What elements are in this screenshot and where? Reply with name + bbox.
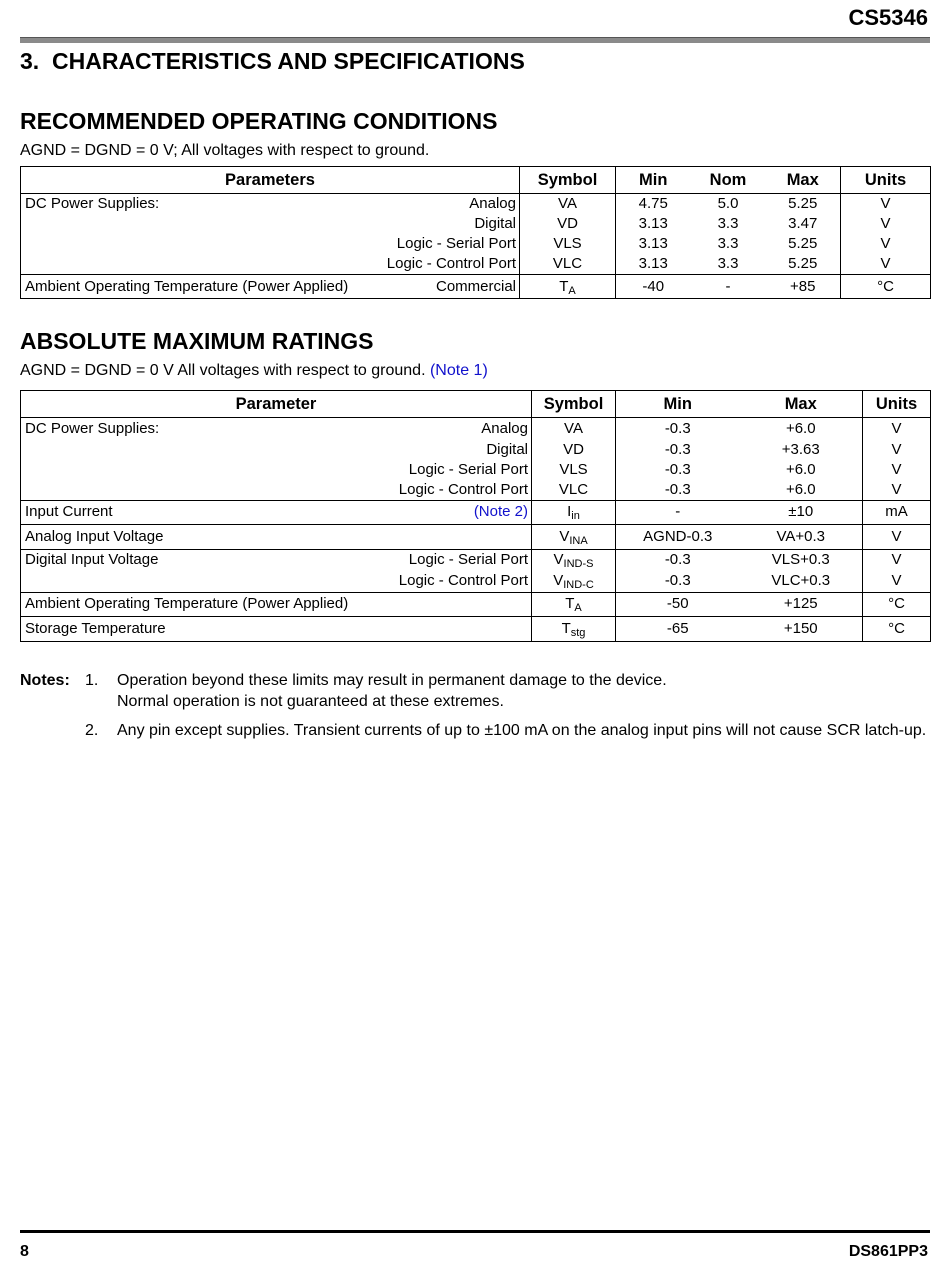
symbol-cell xyxy=(520,214,616,234)
roc-header-max: Max xyxy=(766,167,841,194)
min-cell: - xyxy=(616,500,740,524)
parameter-cell xyxy=(21,214,520,234)
min-cell: -0.3 xyxy=(616,549,740,570)
parameter-name: Ambient Operating Temperature (Power Applied) xyxy=(25,277,349,295)
max-cell: VLS+0.3 xyxy=(740,549,863,570)
symbol-cell xyxy=(532,500,616,524)
note-1-line-1: Operation beyond these limits may result in permanent damage to the device. xyxy=(117,672,667,689)
symbol-main: VLS xyxy=(559,460,588,478)
page-number: 8 xyxy=(20,1243,29,1260)
symbol-cell xyxy=(532,524,616,549)
units-cell: V xyxy=(841,194,931,215)
max-cell: 5.25 xyxy=(766,234,841,254)
parameter-condition: Logic - Serial Port xyxy=(408,460,528,478)
symbol-cell xyxy=(532,592,616,616)
table-row xyxy=(21,592,931,616)
table-row xyxy=(21,524,931,549)
amr-condition xyxy=(20,362,488,380)
symbol-cell xyxy=(532,480,616,501)
table-row xyxy=(21,480,931,501)
nom-cell: - xyxy=(691,275,766,299)
symbol-main: V xyxy=(559,527,570,545)
max-cell: +125 xyxy=(740,592,863,616)
note-reference-link[interactable]: (Note 2) xyxy=(473,503,528,520)
units-cell: V xyxy=(841,254,931,275)
table-row xyxy=(21,275,931,299)
max-cell: VLC+0.3 xyxy=(740,570,863,592)
note-1-number: 1. xyxy=(85,672,99,689)
table-row xyxy=(21,500,931,524)
min-cell: 3.13 xyxy=(616,234,691,254)
symbol-cell xyxy=(532,460,616,480)
min-cell: -0.3 xyxy=(616,460,740,480)
parameter-name: Analog Input Voltage xyxy=(25,527,164,545)
nom-cell: 3.3 xyxy=(717,235,739,252)
roc-header-parameters: Parameters xyxy=(21,167,520,194)
min-cell: -40 xyxy=(616,275,691,299)
amr-table xyxy=(20,390,931,642)
section-title xyxy=(20,48,525,75)
parameter-condition: Logic - Control Port xyxy=(398,571,528,589)
notes-label: Notes: xyxy=(20,672,70,689)
symbol-cell xyxy=(520,275,616,299)
symbol-subscript: A xyxy=(574,602,582,614)
max-cell: +6.0 xyxy=(740,460,863,480)
parameter-cell xyxy=(21,460,532,480)
parameter-cell xyxy=(21,194,520,215)
units-cell: V xyxy=(841,234,931,254)
parameter-name: Input Current xyxy=(25,503,113,520)
parameter-condition: Analog xyxy=(469,195,516,212)
amr-title: ABSOLUTE MAXIMUM RATINGS xyxy=(20,328,374,354)
parameter-condition: Digital xyxy=(486,440,528,458)
parameter-cell xyxy=(21,592,532,616)
parameter-condition: Logic - Control Port xyxy=(398,480,528,498)
max-cell: +85 xyxy=(766,275,841,299)
parameter-cell xyxy=(21,616,532,641)
min-cell: 3.13 xyxy=(616,214,691,234)
parameter-cell xyxy=(21,254,520,275)
table-row xyxy=(21,440,931,460)
parameter-condition: Logic - Serial Port xyxy=(408,550,528,568)
min-cell: AGND-0.3 xyxy=(616,524,740,549)
parameter-condition: Digital xyxy=(474,215,516,232)
units-cell: V xyxy=(863,524,931,549)
table-row xyxy=(21,418,931,440)
parameter-cell xyxy=(21,234,520,254)
roc-header-symbol: Symbol xyxy=(520,167,616,194)
table-row xyxy=(21,214,931,234)
symbol-main: VLC xyxy=(552,255,583,272)
symbol-main: VLS xyxy=(553,235,582,252)
symbol-main: T xyxy=(561,619,571,637)
amr-note-1-link[interactable]: (Note 1) xyxy=(429,362,488,379)
min-cell: -65 xyxy=(616,616,740,641)
roc-header-nom: Nom xyxy=(691,167,766,194)
section-title-text: CHARACTERISTICS AND SPECIFICATIONS xyxy=(52,48,525,74)
table-row xyxy=(21,194,931,215)
symbol-cell xyxy=(532,418,616,440)
parameter-name: DC Power Supplies: xyxy=(25,195,160,212)
units-cell: °C xyxy=(863,616,931,641)
parameter-condition: Commercial xyxy=(435,277,516,295)
part-number: CS5346 xyxy=(848,5,928,30)
symbol-cell xyxy=(532,616,616,641)
units-cell: V xyxy=(863,480,931,501)
max-cell: 5.25 xyxy=(766,194,841,215)
amr-header-symbol: Symbol xyxy=(532,391,616,418)
max-cell: 3.47 xyxy=(766,214,841,234)
symbol-main: T xyxy=(559,277,569,295)
symbol-main: VLC xyxy=(558,480,589,498)
max-cell: +3.63 xyxy=(740,440,863,460)
roc-title: RECOMMENDED OPERATING CONDITIONS xyxy=(20,108,498,134)
parameter-condition: Logic - Control Port xyxy=(386,255,516,272)
document-id: DS861PP3 xyxy=(848,1243,928,1260)
table-row xyxy=(21,234,931,254)
nom-cell: 3.3 xyxy=(717,215,739,232)
amr-header-min: Min xyxy=(616,391,740,418)
symbol-main: T xyxy=(565,595,575,612)
symbol-main: V xyxy=(553,571,564,589)
parameter-name: DC Power Supplies: xyxy=(25,419,160,437)
parameter-cell xyxy=(21,440,532,460)
symbol-cell xyxy=(520,254,616,275)
parameter-cell xyxy=(21,480,532,501)
max-cell: +6.0 xyxy=(740,418,863,440)
units-cell: V xyxy=(863,440,931,460)
units-cell: °C xyxy=(841,275,931,299)
amr-condition-text: AGND = DGND = 0 V All voltages with respect to ground. xyxy=(20,362,426,379)
parameter-condition: Analog xyxy=(481,419,528,437)
symbol-cell xyxy=(532,440,616,460)
max-cell: +6.0 xyxy=(740,480,863,501)
symbol-subscript: IND-C xyxy=(563,578,594,591)
symbol-cell xyxy=(520,194,616,215)
units-cell: V xyxy=(841,214,931,234)
max-cell: 5.25 xyxy=(766,254,841,275)
roc-header-row xyxy=(21,167,931,194)
min-cell: -50 xyxy=(616,592,740,616)
parameter-cell xyxy=(21,524,532,549)
parameter-cell xyxy=(21,500,532,524)
note-2-text: Any pin except supplies. Transient currents of up to ±100 mA on the analog input pins will not cause SCR latch-up. xyxy=(117,722,927,739)
header-rule xyxy=(20,37,930,43)
units-cell: V xyxy=(863,570,931,592)
symbol-main: VA xyxy=(558,195,577,212)
min-cell: -0.3 xyxy=(616,440,740,460)
min-cell: 4.75 xyxy=(616,194,691,215)
units-cell: mA xyxy=(863,500,931,524)
symbol-subscript: IND-S xyxy=(563,557,594,570)
parameter-cell xyxy=(21,275,520,299)
units-cell: V xyxy=(863,418,931,440)
table-row xyxy=(21,549,931,570)
table-row xyxy=(21,570,931,592)
roc-header-min: Min xyxy=(616,167,691,194)
parameter-cell xyxy=(21,570,532,592)
max-cell: ±10 xyxy=(740,500,863,524)
amr-header-max: Max xyxy=(740,391,863,418)
parameter-name: Storage Temperature xyxy=(25,619,166,637)
symbol-subscript: in xyxy=(571,510,580,522)
units-cell: V xyxy=(863,549,931,570)
amr-header-units: Units xyxy=(863,391,931,418)
roc-header-units: Units xyxy=(841,167,931,194)
note-1-line-2: Normal operation is not guaranteed at these extremes. xyxy=(117,693,504,710)
symbol-main: VA xyxy=(564,419,583,437)
table-row xyxy=(21,460,931,480)
min-cell: 3.13 xyxy=(616,254,691,275)
max-cell: VA+0.3 xyxy=(740,524,863,549)
parameter-name: Digital Input Voltage xyxy=(25,550,159,568)
symbol-main: I xyxy=(567,503,572,520)
symbol-cell xyxy=(532,549,616,570)
max-cell: +150 xyxy=(740,616,863,641)
symbol-subscript: A xyxy=(568,284,576,297)
table-row xyxy=(21,254,931,275)
parameter-condition: Logic - Serial Port xyxy=(396,235,516,252)
parameter-cell xyxy=(21,418,532,440)
nom-cell: 3.3 xyxy=(691,254,766,275)
min-cell: -0.3 xyxy=(616,418,740,440)
table-row xyxy=(21,616,931,641)
symbol-main: V xyxy=(553,550,564,568)
symbol-subscript: INA xyxy=(569,534,588,547)
symbol-main: VD xyxy=(557,215,578,232)
roc-table xyxy=(20,166,931,299)
roc-condition: AGND = DGND = 0 V; All voltages with respect to ground. xyxy=(20,142,430,159)
symbol-cell xyxy=(520,234,616,254)
min-cell: -0.3 xyxy=(616,480,740,501)
amr-header-row xyxy=(21,391,931,418)
note-1-text xyxy=(117,670,930,712)
note-2-number: 2. xyxy=(85,722,99,739)
symbol-cell xyxy=(532,570,616,592)
units-cell: V xyxy=(863,460,931,480)
symbol-subscript: stg xyxy=(570,626,586,639)
amr-header-parameter: Parameter xyxy=(21,391,532,418)
parameter-cell xyxy=(21,549,532,570)
section-number: 3. xyxy=(20,48,40,74)
units-cell: °C xyxy=(863,592,931,616)
min-cell: -0.3 xyxy=(616,570,740,592)
symbol-main: VD xyxy=(563,440,584,458)
parameter-name: Ambient Operating Temperature (Power Applied) xyxy=(25,595,349,612)
footer-rule xyxy=(20,1230,930,1233)
nom-cell: 5.0 xyxy=(717,195,739,212)
